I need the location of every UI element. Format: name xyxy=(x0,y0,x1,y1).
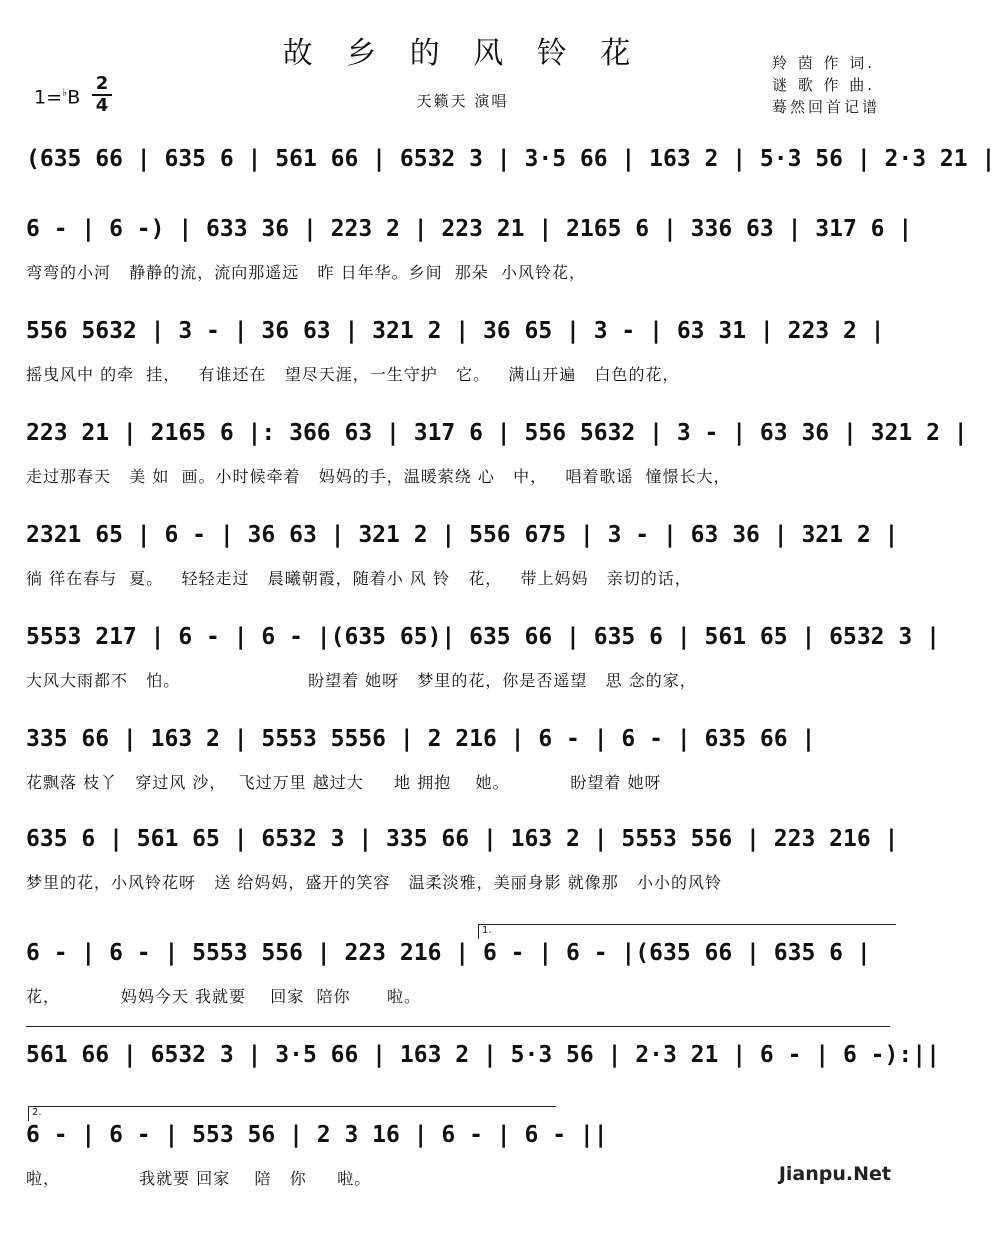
singer-credit: 天籁天 演唱 xyxy=(416,92,509,110)
notes-line: 561 66 | 6532 3 | 3·5 66 | 163 2 | 5·3 56 | 2·3 21 | 6 - | 6 -):|| xyxy=(26,1042,940,1068)
key-note: B xyxy=(67,86,81,109)
lyricist-credit: 羚 茵 作 词. xyxy=(772,54,876,72)
notes-line: 556 5632 | 3 - | 36 63 | 321 2 | 36 65 | 3 - | 63 31 | 223 2 | xyxy=(26,318,885,344)
lyrics-line: 弯弯的小河 静静的流，流向那遥远 昨 日年华。乡间 那朵 小风铃花， xyxy=(26,263,586,282)
volta-bracket-1: 1. xyxy=(478,924,896,939)
notes-line: 6 - | 6 - | 553 56 | 2 3 16 | 6 - | 6 - || xyxy=(26,1122,608,1148)
song-title: 故 乡 的 风 铃 花 xyxy=(282,36,643,71)
notes-line: (635 66 | 635 6 | 561 66 | 6532 3 | 3·5 66 | 163 2 | 5·3 56 | 2·3 21 | xyxy=(26,146,995,172)
site-watermark: Jianpu.Net xyxy=(778,1163,891,1185)
credits-block xyxy=(772,52,880,118)
lyrics-line: 大风大雨都不 怕。 盼望着 她呀 梦里的花，你是否遥望 思 念的家， xyxy=(26,671,697,690)
notes-line: 335 66 | 163 2 | 5553 5556 | 2 216 | 6 - | 6 - | 635 66 | xyxy=(26,726,816,752)
meter-numerator: 2 xyxy=(92,74,112,96)
time-signature xyxy=(92,74,112,116)
lyrics-line: 啦， 我就要 回家 陪 你 啦。 xyxy=(26,1169,372,1188)
volta-rule xyxy=(26,1026,890,1027)
notes-line: 223 21 | 2165 6 |: 366 63 | 317 6 | 556 5632 | 3 - | 63 36 | 321 2 | xyxy=(26,420,968,446)
lyrics-line: 梦里的花，小风铃花呀 送 给妈妈，盛开的笑容 温柔淡雅，美丽身影 就像那 小小的风铃 xyxy=(26,873,722,892)
composer-credit: 谜 歌 作 曲. xyxy=(772,76,876,94)
volta-bracket-2: 2. xyxy=(28,1106,556,1121)
notes-line: 5553 217 | 6 - | 6 - |(635 65)| 635 66 | 635 6 | 561 65 | 6532 3 | xyxy=(26,624,940,650)
flat-symbol: ♭ xyxy=(62,86,68,99)
meter-denominator: 4 xyxy=(95,95,109,116)
notes-line: 6 - | 6 -) | 633 36 | 223 2 | 223 21 | 2165 6 | 336 63 | 317 6 | xyxy=(26,216,913,242)
notes-line: 2321 65 | 6 - | 36 63 | 321 2 | 556 675 | 3 - | 63 36 | 321 2 | xyxy=(26,522,899,548)
key-signature xyxy=(34,86,80,108)
lyrics-line: 走过那春天 美 如 画。小时候牵着 妈妈的手，温暖萦绕 心 中， 唱着歌谣 憧憬长大， xyxy=(26,467,731,486)
notes-line: 635 6 | 561 65 | 6532 3 | 335 66 | 163 2 | 5553 556 | 223 216 | xyxy=(26,826,899,852)
lyrics-line: 花飘落 枝丫 穿过风 沙， 飞过万里 越过大 地 拥抱 她。 盼望着 她呀 xyxy=(26,773,662,792)
transcriber-credit: 蓦然回首记谱 xyxy=(772,98,881,116)
lyrics-line: 徜 徉在春与 夏。 轻轻走过 晨曦朝霞，随着小 风 铃 花， 带上妈妈 亲切的话， xyxy=(26,569,692,588)
key-prefix: 1= xyxy=(34,86,63,109)
lyrics-line: 摇曳风中 的牵 挂， 有谁还在 望尽天涯，一生守护 它。 满山开遍 白色的花， xyxy=(26,365,680,384)
lyrics-line: 花， 妈妈今天 我就要 回家 陪你 啦。 xyxy=(26,987,421,1006)
notes-line: 6 - | 6 - | 5553 556 | 223 216 | 6 - | 6 - |(635 66 | 635 6 | xyxy=(26,940,871,966)
